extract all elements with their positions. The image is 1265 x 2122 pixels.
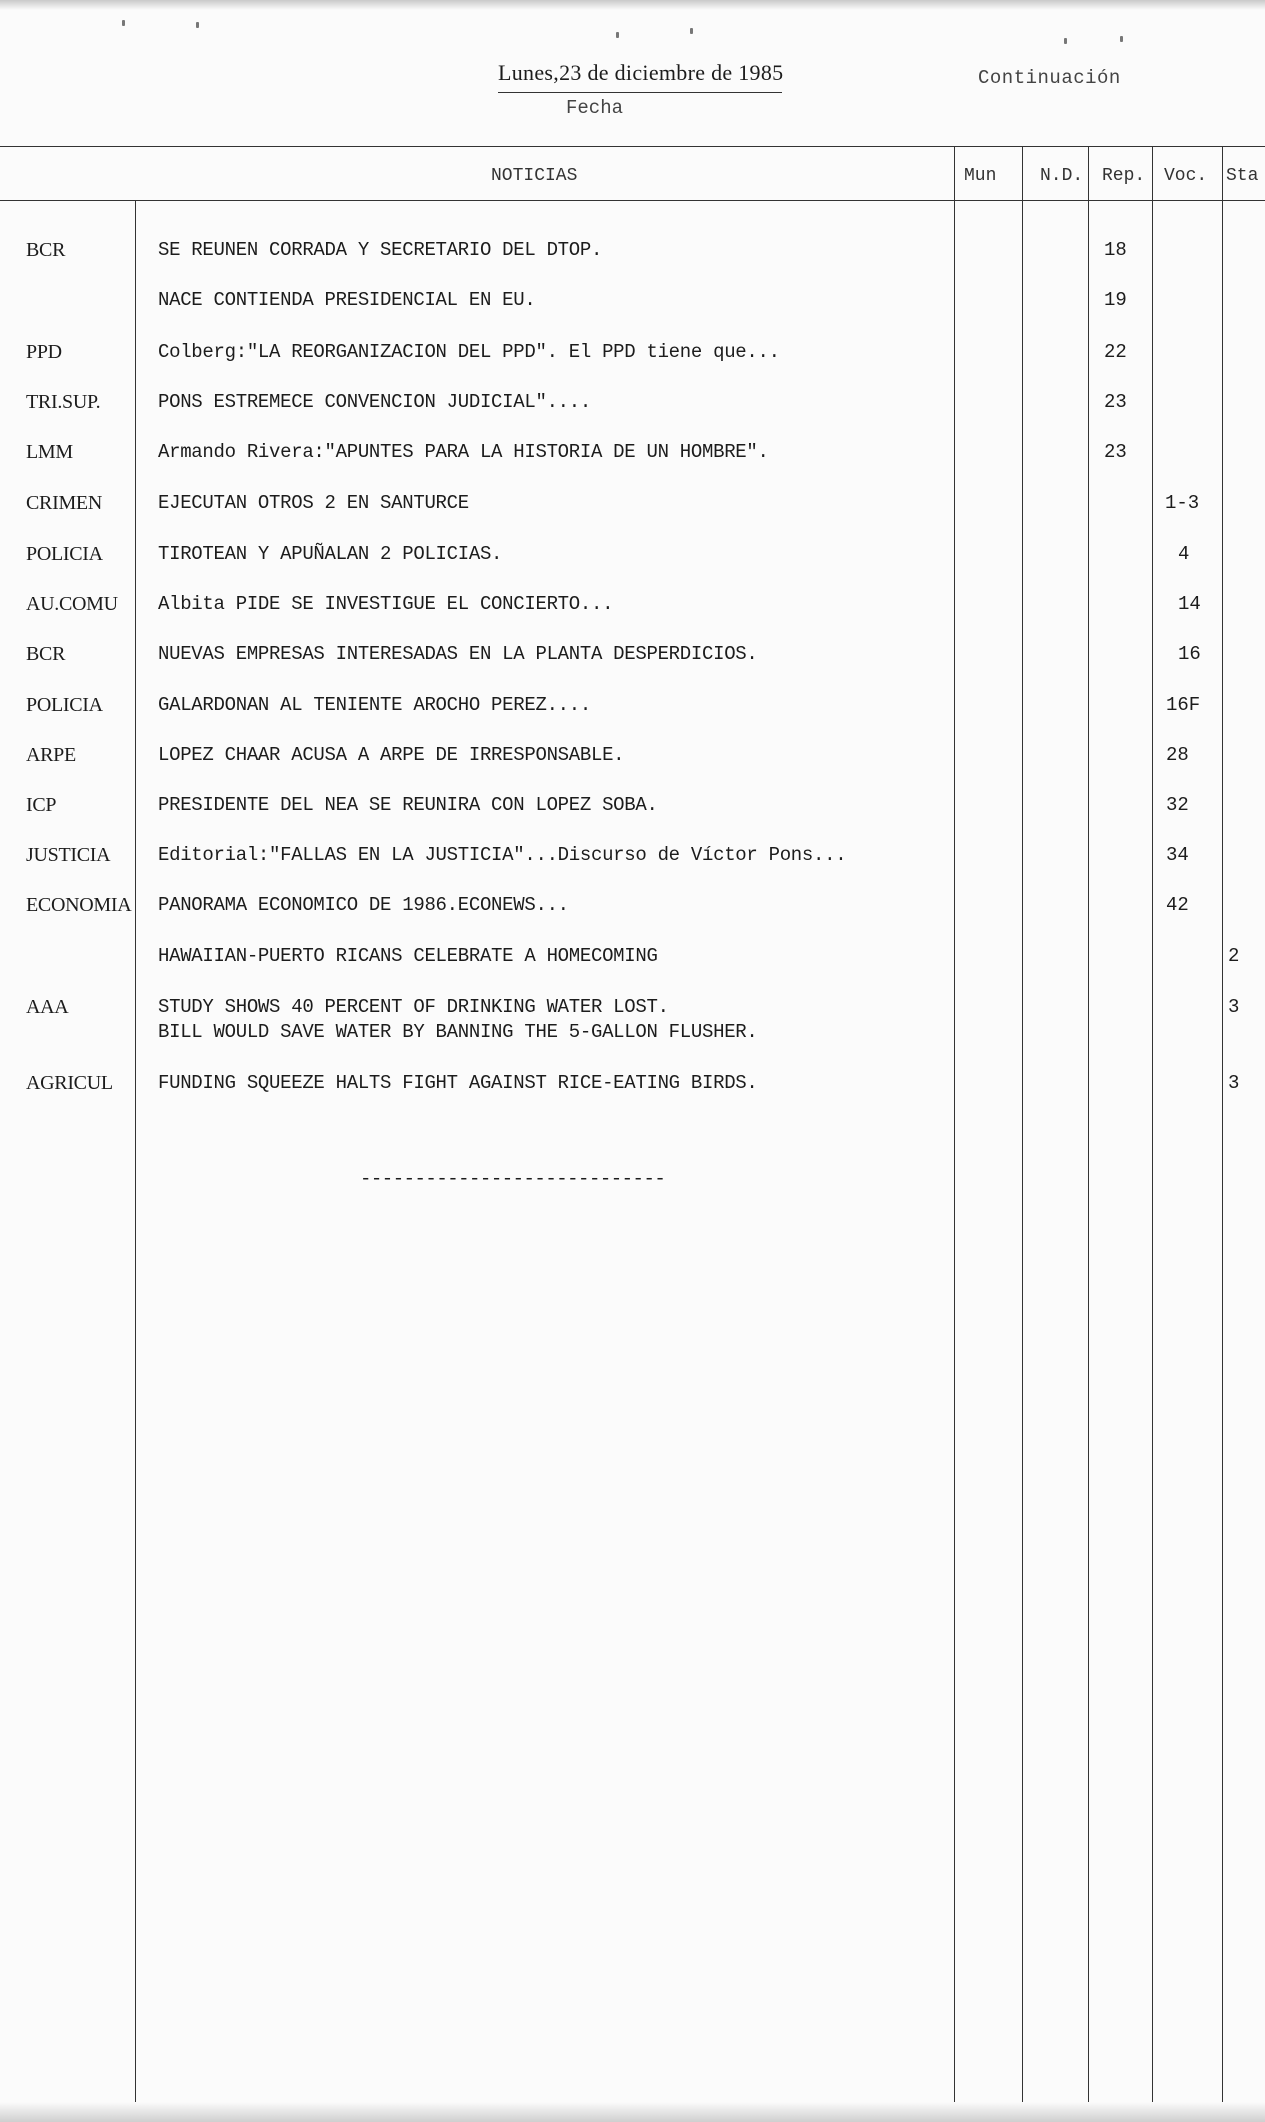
column-header-noticias: NOTICIAS xyxy=(491,166,578,186)
row-category: AAA xyxy=(26,996,69,1018)
end-separator: ---------------------------- xyxy=(360,1168,666,1190)
row-headline: Armando Rivera:"APUNTES PARA LA HISTORIA DE UN HOMBRE". xyxy=(158,441,769,463)
punch-mark xyxy=(122,20,125,26)
row-category: POLICIA xyxy=(26,543,103,565)
mun-divider xyxy=(954,146,955,2102)
scan-top-edge xyxy=(0,0,1265,10)
category-divider xyxy=(135,200,136,2102)
column-header-voc: Voc. xyxy=(1164,166,1208,186)
row-headline: EJECUTAN OTROS 2 EN SANTURCE xyxy=(158,492,469,514)
nd-divider xyxy=(1022,146,1023,2102)
row-voc: 4 xyxy=(1178,543,1190,565)
row-rep: 18 xyxy=(1104,239,1127,261)
row-voc: 16F xyxy=(1166,694,1201,716)
row-headline: PONS ESTREMECE CONVENCION JUDICIAL".... xyxy=(158,391,591,413)
column-header-star: Sta xyxy=(1226,166,1259,186)
row-voc: 14 xyxy=(1178,593,1201,615)
star-divider xyxy=(1222,146,1223,2102)
row-headline: PRESIDENTE DEL NEA SE REUNIRA CON LOPEZ SOBA. xyxy=(158,794,658,816)
column-header-rep: Rep. xyxy=(1102,166,1146,186)
row-category: BCR xyxy=(26,239,66,261)
row-headline: Editorial:"FALLAS EN LA JUSTICIA"...Discurso de Víctor Pons... xyxy=(158,844,847,866)
punch-mark xyxy=(196,22,199,28)
row-voc: 42 xyxy=(1166,894,1189,916)
row-star: 3 xyxy=(1228,1072,1240,1094)
continuation-label: Continuación xyxy=(978,67,1121,89)
scan-bottom-edge xyxy=(0,2102,1265,2122)
row-star: 2 xyxy=(1228,945,1240,967)
row-headline: TIROTEAN Y APUÑALAN 2 POLICIAS. xyxy=(158,543,503,565)
punch-mark xyxy=(690,28,693,34)
row-voc: 1-3 xyxy=(1165,492,1200,514)
row-headline: STUDY SHOWS 40 PERCENT OF DRINKING WATER LOST. xyxy=(158,996,669,1018)
row-category: LMM xyxy=(26,441,73,463)
row-headline: GALARDONAN AL TENIENTE AROCHO PEREZ.... xyxy=(158,694,591,716)
row-headline: Albita PIDE SE INVESTIGUE EL CONCIERTO... xyxy=(158,593,614,615)
row-headline: NACE CONTIENDA PRESIDENCIAL EN EU. xyxy=(158,289,536,311)
row-rep: 22 xyxy=(1104,341,1127,363)
row-category: PPD xyxy=(26,341,62,363)
row-category: ICP xyxy=(26,794,57,816)
voc-divider xyxy=(1152,146,1153,2102)
row-star: 3 xyxy=(1228,996,1240,1018)
row-voc: 34 xyxy=(1166,844,1189,866)
row-rep: 23 xyxy=(1104,441,1127,463)
table-top-rule xyxy=(0,146,1265,147)
row-voc: 28 xyxy=(1166,744,1189,766)
punch-mark xyxy=(1064,38,1067,44)
row-headline: Colberg:"LA REORGANIZACION DEL PPD". El PPD tiene que... xyxy=(158,341,780,363)
row-headline: LOPEZ CHAAR ACUSA A ARPE DE IRRESPONSABLE. xyxy=(158,744,625,766)
row-headline: NUEVAS EMPRESAS INTERESADAS EN LA PLANTA DESPERDICIOS. xyxy=(158,643,758,665)
row-rep: 23 xyxy=(1104,391,1127,413)
column-header-nd: N.D. xyxy=(1040,166,1084,186)
row-category: AGRICUL xyxy=(26,1072,113,1094)
rep-divider xyxy=(1088,146,1089,2102)
date-label: Fecha xyxy=(566,97,624,119)
row-headline: HAWAIIAN-PUERTO RICANS CELEBRATE A HOMECOMING xyxy=(158,945,658,967)
row-category: AU.COMU xyxy=(26,593,118,615)
column-header-mun: Mun xyxy=(964,166,997,186)
row-category: ECONOMIA xyxy=(26,894,132,916)
row-rep: 19 xyxy=(1104,289,1127,311)
row-category: JUSTICIA xyxy=(26,844,111,866)
row-voc: 16 xyxy=(1178,643,1201,665)
row-voc: 32 xyxy=(1166,794,1189,816)
row-category: CRIMEN xyxy=(26,492,102,514)
row-headline: FUNDING SQUEEZE HALTS FIGHT AGAINST RICE-EATING BIRDS. xyxy=(158,1072,758,1094)
row-category: BCR xyxy=(26,643,66,665)
punch-mark xyxy=(1120,36,1123,42)
row-category: POLICIA xyxy=(26,694,103,716)
date-underline xyxy=(498,92,782,93)
row-headline: SE REUNEN CORRADA Y SECRETARIO DEL DTOP. xyxy=(158,239,603,261)
report-date: Lunes,23 de diciembre de 1985 xyxy=(498,60,784,85)
row-headline: PANORAMA ECONOMICO DE 1986.ECONEWS... xyxy=(158,894,569,916)
row-category: TRI.SUP. xyxy=(26,391,101,413)
row-category: ARPE xyxy=(26,744,76,766)
punch-mark xyxy=(616,32,619,38)
header-bottom-rule xyxy=(0,200,1265,201)
row-headline-continued: BILL WOULD SAVE WATER BY BANNING THE 5-GALLON FLUSHER. xyxy=(158,1021,758,1043)
